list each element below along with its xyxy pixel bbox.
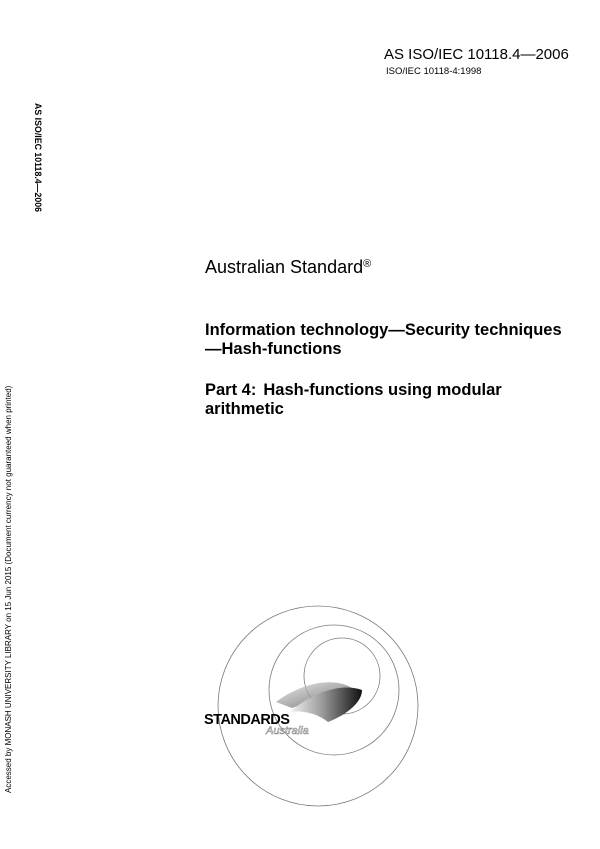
- spine-label: AS ISO/IEC 10118.4—2006: [33, 103, 43, 213]
- logo-subtitle: Australia: [266, 725, 309, 737]
- series-name: Australian Standard: [205, 257, 364, 277]
- part-title: Hash-functions using modular arithmetic: [205, 381, 502, 418]
- part-number: Part 4:: [205, 381, 257, 399]
- access-watermark: Accessed by MONASH UNIVERSITY LIBRARY on 15 Jun 2015 (Document currency not guaranteed when printed): [4, 385, 13, 793]
- standard-number: AS ISO/IEC 10118.4—2006: [384, 46, 569, 63]
- document-title: Information technology—Security techniques—Hash-functions: [205, 321, 562, 358]
- registered-mark: ®: [363, 258, 372, 270]
- iso-number: ISO/IEC 10118-4:1998: [386, 66, 482, 77]
- logo-wordmark: STANDARDS: [204, 712, 290, 728]
